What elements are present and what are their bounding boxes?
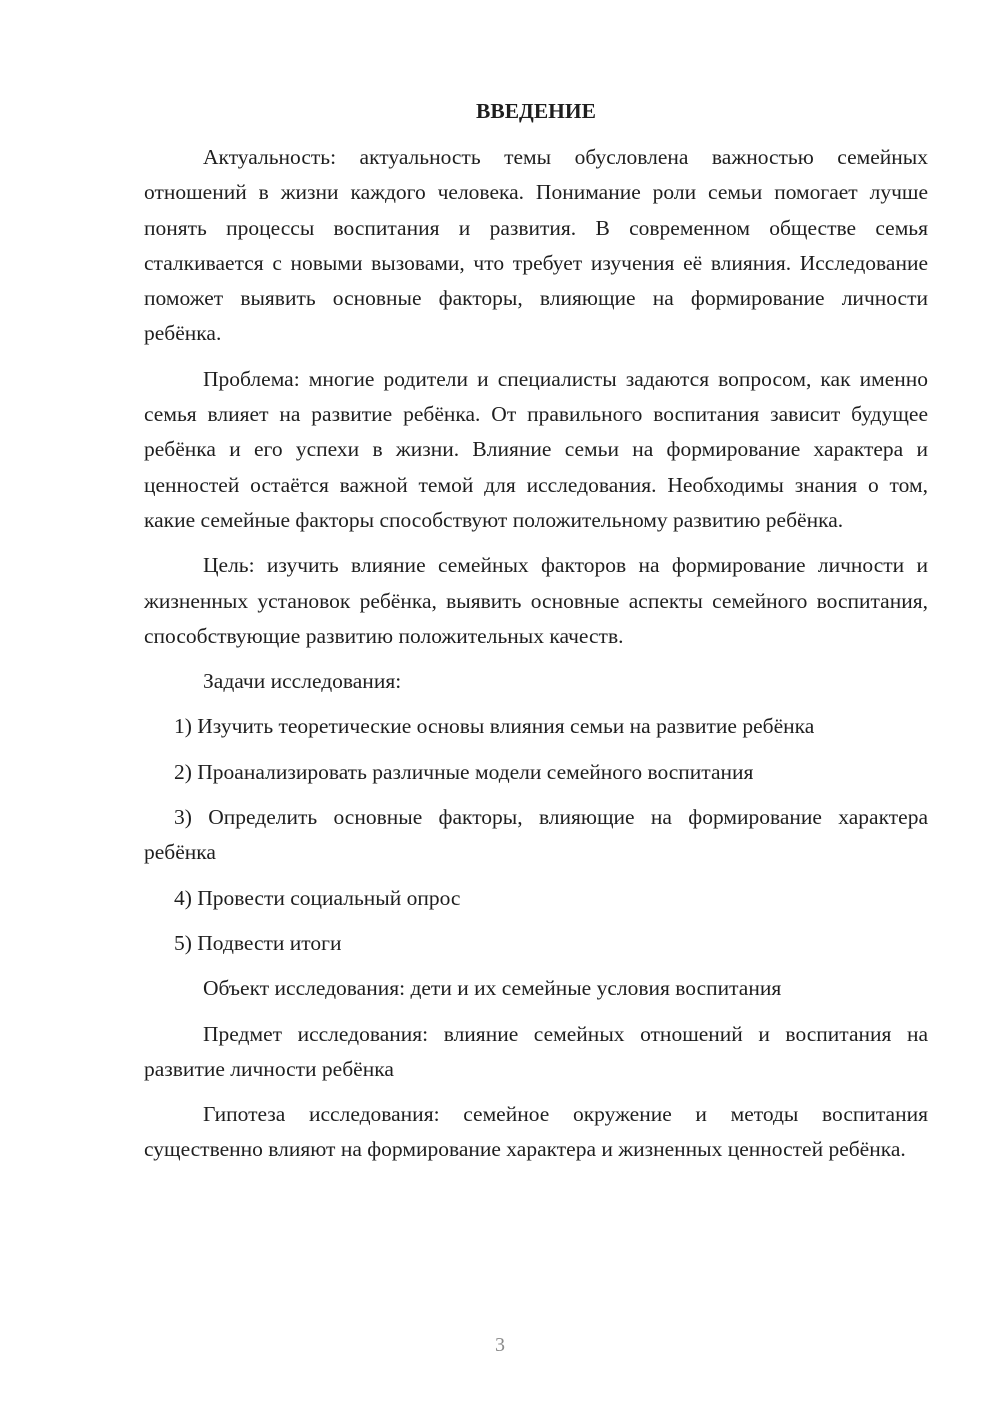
paragraph-hypothesis: Гипотеза исследования: семейное окружение и методы воспитания существенно влияют на формирование характера и жизненных ценностей ребёнка.	[144, 1102, 928, 1162]
task-item: 2) Проанализировать различные модели семейного воспитания	[174, 759, 754, 784]
paragraph-problem: Проблема: многие родители и специалисты задаются вопросом, как именно семья влияет на развитие ребёнка. От правильного воспитания зависит будущее ребёнка и его успехи в жизни. Влияние семьи на формирование характера и ценностей остаётся важной темой для исследования. Необходимы знания о том, какие семейные факторы способствуют положительному развитию ребёнка.	[144, 366, 928, 532]
task-item: 3) Определить основные факторы, влияющие на формирование характера ребёнка	[144, 805, 928, 865]
tasks-heading: Задачи исследования:	[203, 669, 402, 694]
task-item: 4) Провести социальный опрос	[174, 885, 461, 910]
paragraph-relevance: Актуальность: актуальность темы обусловлена важностью семейных отношений в жизни каждого человека. Понимание роли семьи помогает лучше понять процессы воспитания и развития. В современном обществе семья сталкивается с новыми вызовами, что требует изучения её влияния. Исследование поможет выявить основные факторы, влияющие на формирование личности ребёнка.	[144, 145, 928, 346]
page-number: 3	[495, 1334, 505, 1356]
page-content	[144, 96, 928, 1168]
paragraph-subject: Предмет исследования: влияние семейных отношений и воспитания на развитие личности ребёнка	[144, 1021, 928, 1081]
task-item: 1) Изучить теоретические основы влияния семьи на развитие ребёнка	[174, 714, 815, 739]
section-title: ВВЕДЕНИЕ	[476, 99, 596, 123]
paragraph-goal: Цель: изучить влияние семейных факторов на формирование личности и жизненных установок ребёнка, выявить основные аспекты семейного воспитания, способствующие развитию положительных качеств.	[144, 553, 928, 648]
task-item: 5) Подвести итоги	[174, 930, 342, 955]
paragraph-object: Объект исследования: дети и их семейные условия воспитания	[203, 976, 782, 1001]
